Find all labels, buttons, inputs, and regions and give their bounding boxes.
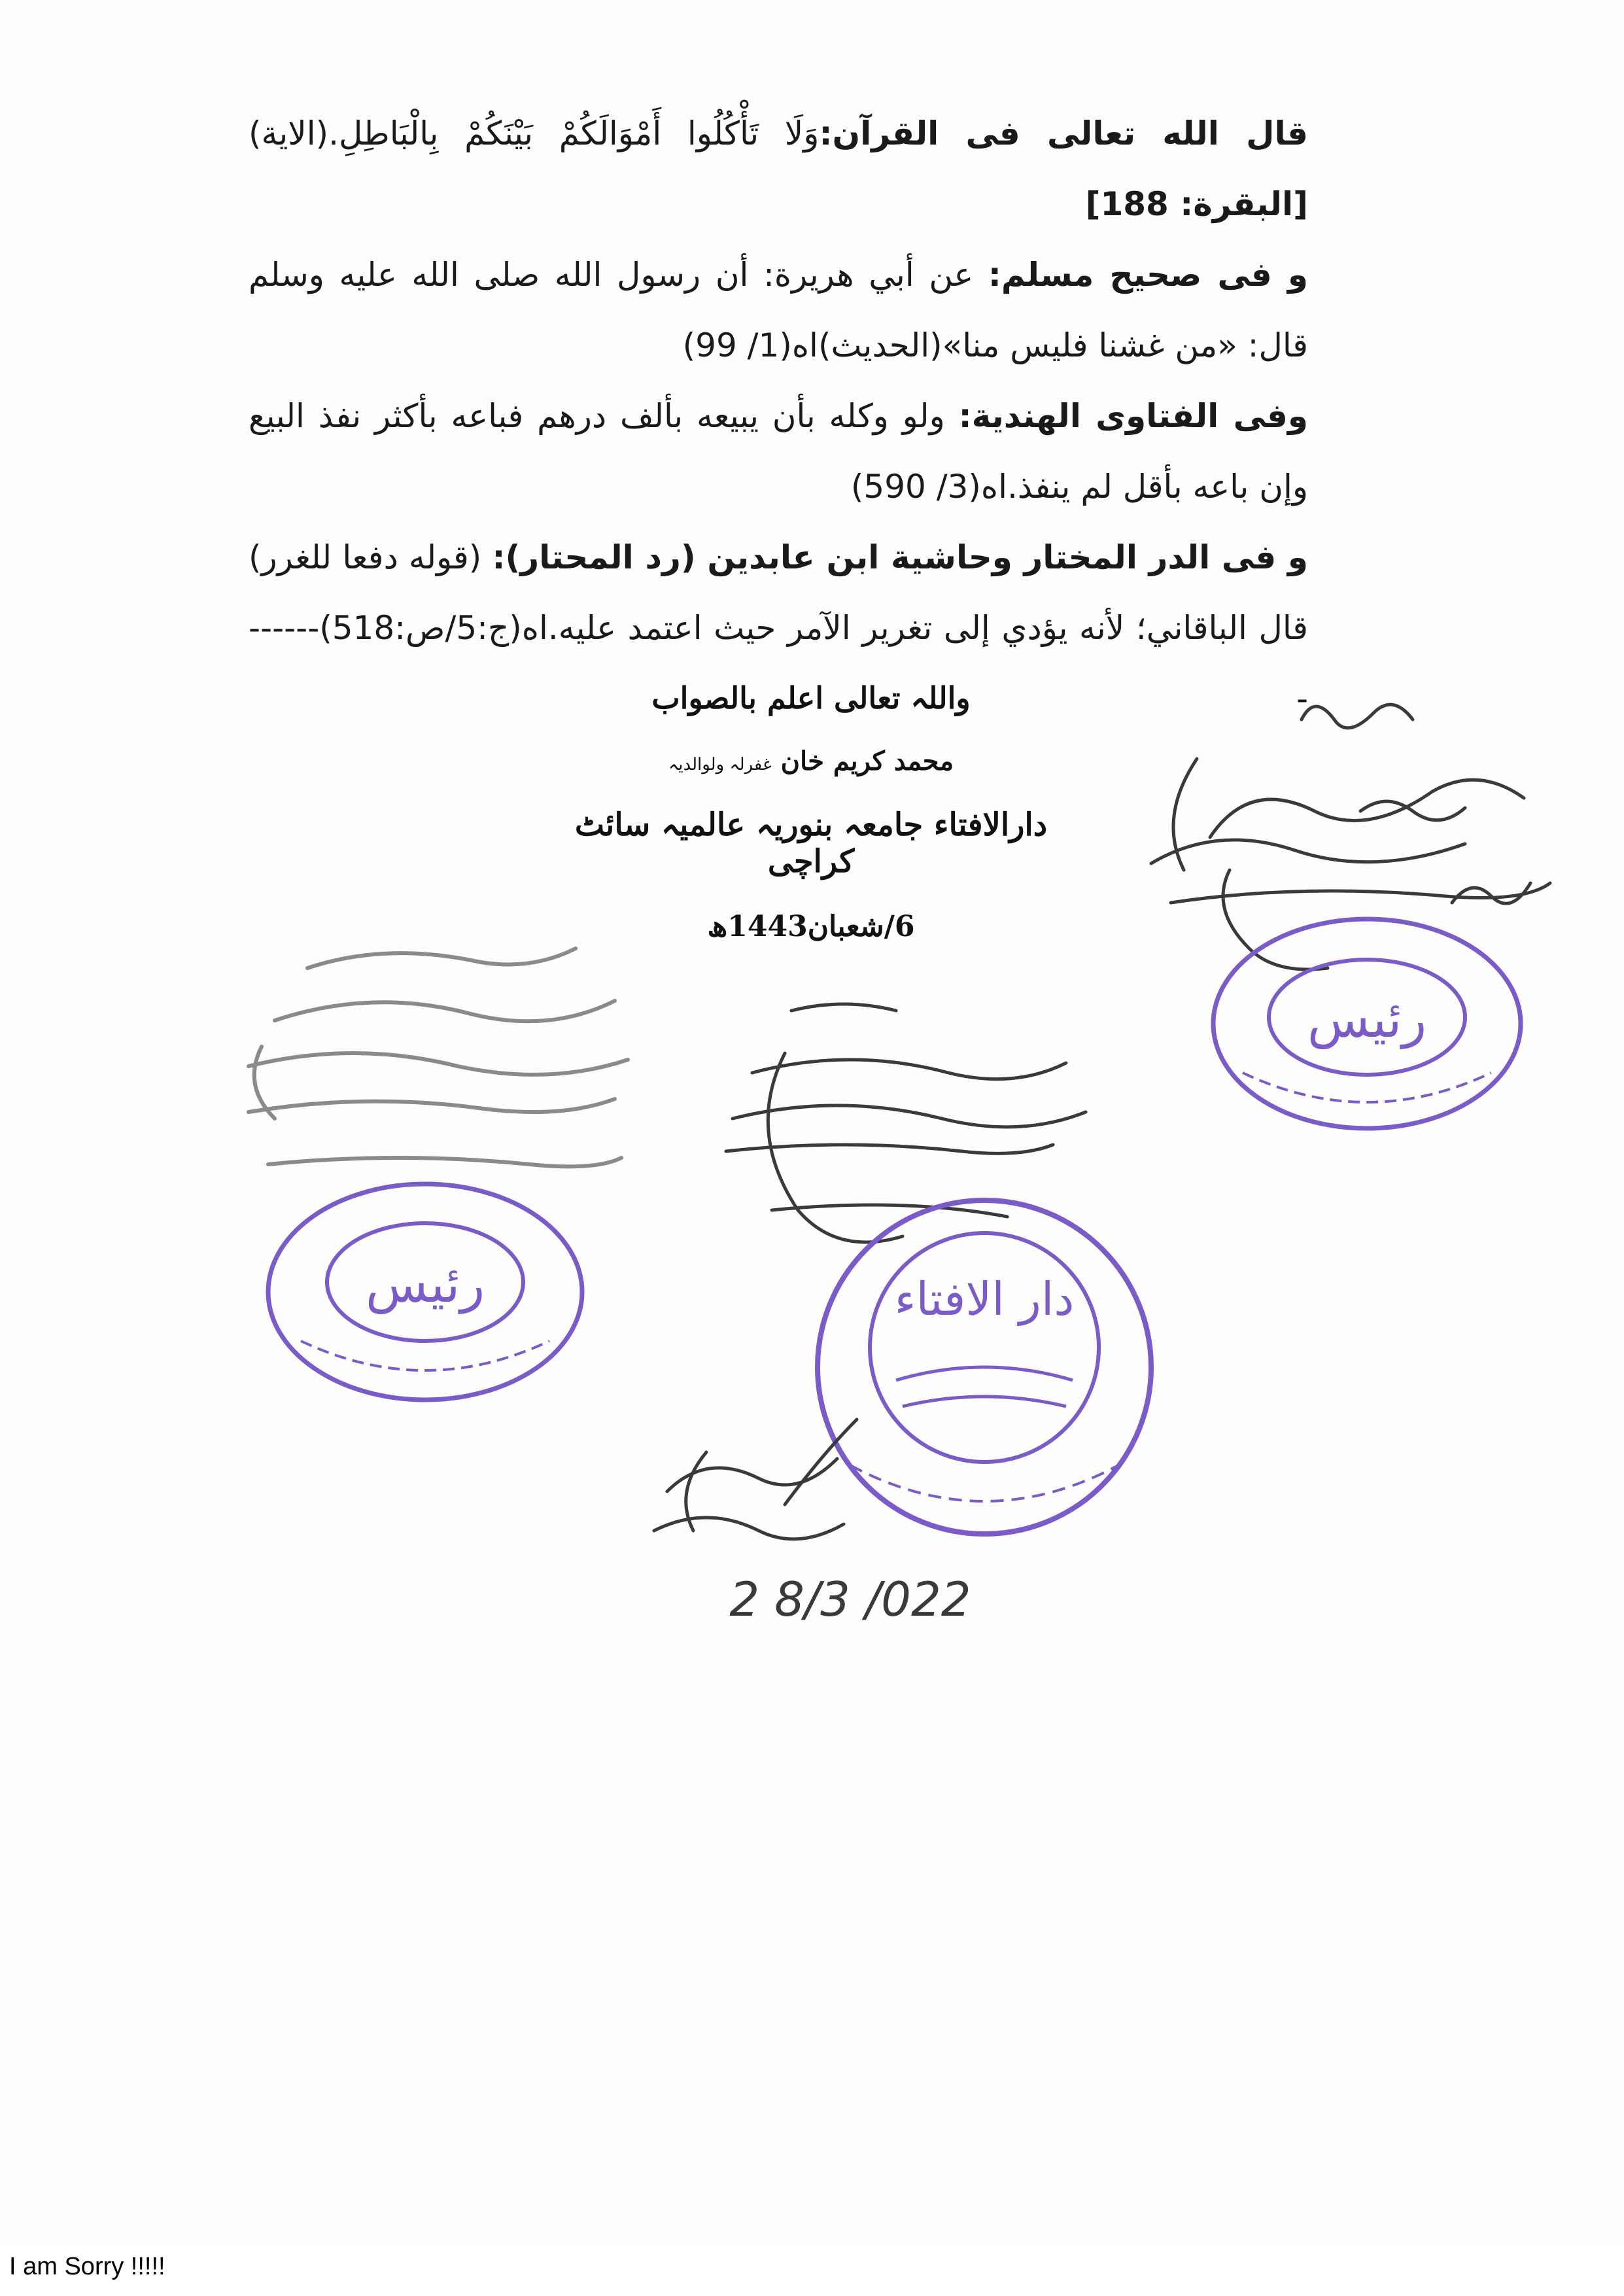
signature-approval-top-right bbox=[1151, 704, 1550, 969]
stamp-dar-ifta bbox=[818, 1200, 1151, 1534]
signature-bottom bbox=[654, 1419, 857, 1539]
reference-citation: [البقرة: 188] bbox=[1085, 185, 1308, 223]
fatwa-date: 6/شعبان1443ھ bbox=[707, 910, 915, 943]
footer-text: I am Sorry !!!!! bbox=[9, 2253, 165, 2280]
stamp-title: دار الافتاء bbox=[894, 1272, 1075, 1326]
reference-text: ولو وكله بأن يبيعه بألف درهم فباعه بأكثر نفذ البيع وإن باعه بأقل لم ينفذ.اه(3/ 590) bbox=[249, 397, 1308, 506]
stamp-title: رئیس bbox=[1307, 990, 1427, 1049]
signature-approval-left bbox=[249, 948, 628, 1166]
reference-lead: و فى صحيح مسلم: bbox=[988, 256, 1308, 294]
reference-lead: وفی الفتاوى الهندية: bbox=[958, 397, 1308, 435]
reference-lead: و فی الدر المختار وحاشية ابن عابدين (رد المحتار): bbox=[492, 538, 1308, 576]
reference-text: عن أبي هريرة: أن رسول الله صلى الله عليه وسلم قال: «من غشنا فليس منا»(الحديث)اه(1/ 99) bbox=[249, 256, 1308, 364]
institution-name: دارالافتاء جامعہ بنوریہ عالمیہ سائٹ کراچی bbox=[574, 807, 1048, 880]
reference-lead: قال الله تعالى فى القرآن: bbox=[819, 114, 1308, 152]
author-name: محمد کریم خان bbox=[780, 746, 954, 776]
handwritten-date: 2 8/3 /022 bbox=[729, 1572, 971, 1627]
closing-formula: واللہ تعالی اعلم بالصواب bbox=[651, 680, 971, 716]
stamp-raees-top-right bbox=[1213, 919, 1521, 1128]
reference-text: (قوله دفعا للغرر) قال الباقاني؛ لأنه يؤدي إلى تغرير الآمر حيث اعتمد عليه.اه(ج:5/ص:518)------- bbox=[249, 538, 1308, 718]
footer-bar bbox=[0, 2244, 1624, 2296]
reference-text: وَلَا تَأْكُلُوا أَمْوَالَكُمْ بَيْنَكُمْ بِالْبَاطِلِ.(الاية) bbox=[249, 114, 820, 152]
stamp-title: رئیس bbox=[365, 1255, 485, 1314]
author-suffix: غفرلہ ولوالدیہ bbox=[668, 755, 772, 774]
stamp-raees-left bbox=[268, 1184, 582, 1400]
